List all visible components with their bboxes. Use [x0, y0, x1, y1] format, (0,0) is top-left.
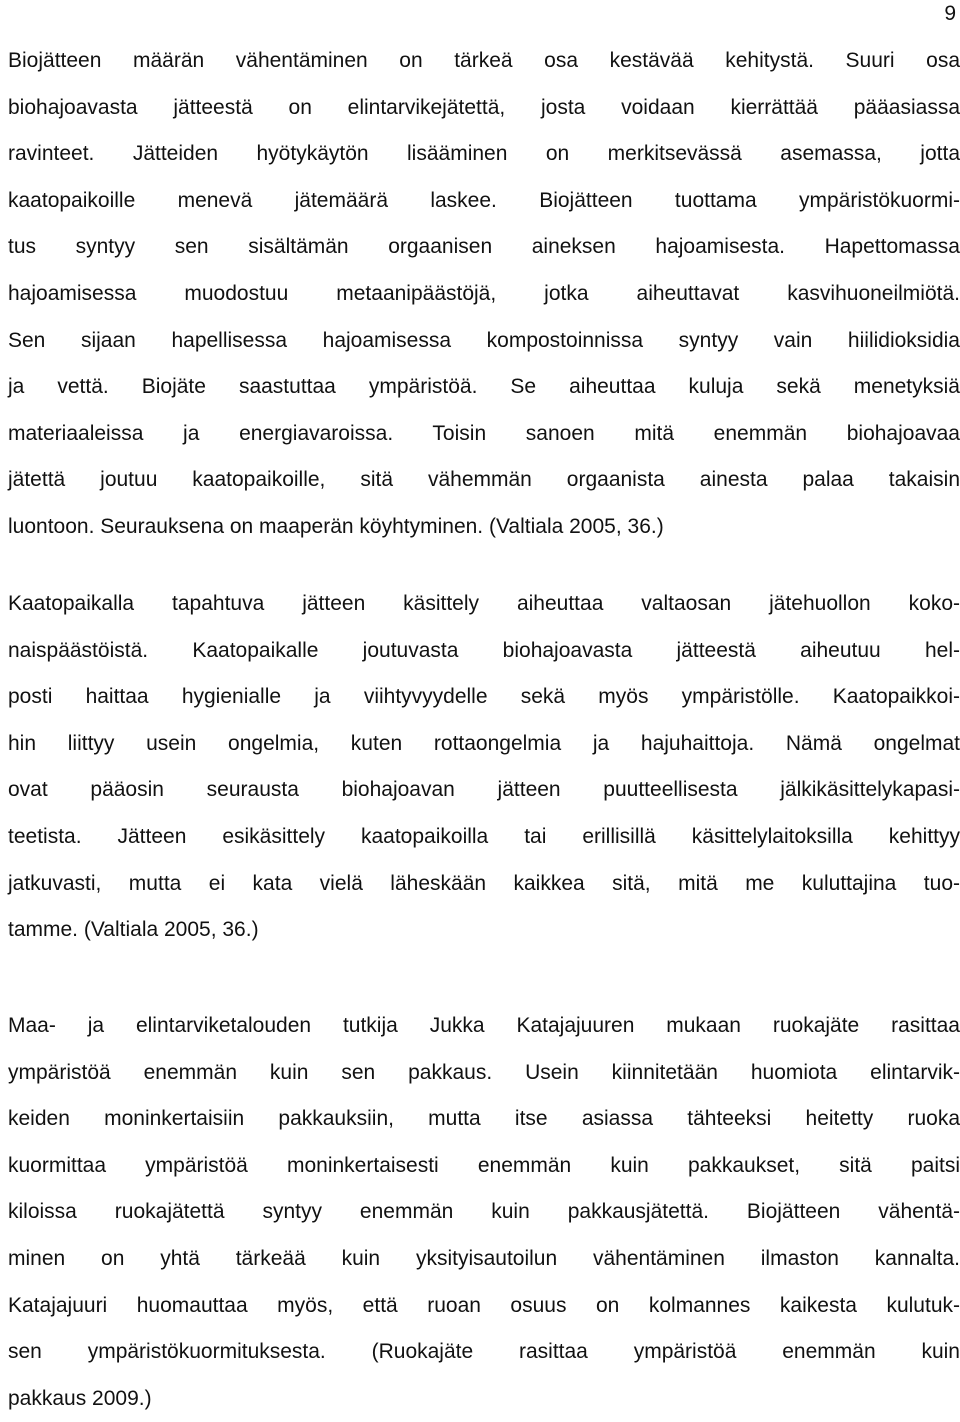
paragraph-line: sen ympäristökuormituksesta. (Ruokajäte rasittaa ympäristöä enemmän kuin [8, 1340, 960, 1364]
paragraph-line: tus syntyy sen sisältämän orgaanisen aineksen hajoamisesta. Hapettomassa [8, 235, 960, 259]
paragraph-line: Kaatopaikalla tapahtuva jätteen käsittely aiheuttaa valtaosan jätehuollon koko- [8, 592, 960, 615]
paragraph-line: ovat pääosin seurausta biohajoavan jätteen puutteellisesta jälkikäsittelykapasi- [8, 778, 960, 802]
paragraph-line: ja vettä. Biojäte saastuttaa ympäristöä. Se aiheuttaa kuluja sekä menetyksiä [8, 375, 960, 399]
paragraph-line: biohajoavasta jätteestä on elintarvikejätettä, josta voidaan kierrättää pääasiassa [8, 95, 960, 119]
paragraph-line: jätettä joutuu kaatopaikoille, sitä vähemmän orgaanista ainesta palaa takaisin [8, 468, 960, 492]
paragraph-food-waste-vs-packaging [8, 1003, 960, 1422]
paragraph-line: Sen sijaan hapellisessa hajoamisessa kompostoinnissa syntyy vain hiilidioksidia [8, 328, 960, 352]
paragraph-line: posti haittaa hygienialle ja viihtyvyydelle sekä myös ympäristölle. Kaatopaikkoi- [8, 685, 960, 709]
paragraph-line: kuormittaa ympäristöä moninkertaisesti enemmän kuin pakkaukset, sitä paitsi [8, 1153, 960, 1177]
paragraph-line: luontoon. Seurauksena on maaperän köyhtyminen. (Valtiala 2005, 36.) [8, 514, 664, 538]
paragraph-line: jatkuvasti, mutta ei kata vielä läheskään kaikkea sitä, mitä me kuluttajina tuo- [8, 871, 960, 895]
paragraph-line: naispäästöistä. Kaatopaikalle joutuvasta biohajoavasta jätteestä aiheutuu hel- [8, 638, 960, 662]
paragraph-line: teetista. Jätteen esikäsittely kaatopaikoilla tai erillisillä käsittelylaitoksilla kehittyy [8, 824, 960, 848]
paragraph-line: kaatopaikoille menevä jätemäärä laskee. Biojätteen tuottama ympäristökuormi- [8, 188, 960, 212]
paragraph-line: materiaaleissa ja energiavaroissa. Toisin sanoen mitä enemmän biohajoavaa [8, 421, 960, 445]
paragraph-line: ravinteet. Jätteiden hyötykäytön lisääminen on merkitsevässä asemassa, jotta [8, 142, 960, 166]
paragraph-line: tamme. (Valtiala 2005, 36.) [8, 918, 259, 942]
paragraph-line: pakkaus 2009.) [8, 1386, 152, 1410]
paragraph-line: ympäristöä enemmän kuin sen pakkaus. Usein kiinnitetään huomiota elintarvik- [8, 1060, 960, 1084]
paragraph-line: Katajajuuri huomauttaa myös, että ruoan osuus on kolmannes kaikesta kulutuk- [8, 1293, 960, 1317]
page-number: 9 [944, 2, 956, 25]
paragraph-line: keiden moninkertaisiin pakkauksiin, mutta itse asiassa tähteeksi heitetty ruoka [8, 1107, 960, 1131]
paragraph-line: hin liittyy usein ongelmia, kuten rottaongelmia ja hajuhaittoja. Nämä ongelmat [8, 731, 960, 755]
paragraph-biowaste-reduction [8, 38, 960, 551]
paragraph-line: kiloissa ruokajätettä syntyy enemmän kuin pakkausjätettä. Biojätteen vähentä- [8, 1200, 960, 1224]
paragraph-landfill-handling [8, 581, 960, 954]
paragraph-line: hajoamisessa muodostuu metaanipäästöjä, jotka aiheuttavat kasvihuoneilmiötä. [8, 281, 960, 305]
paragraph-line: minen on yhtä tärkeää kuin yksityisautoilun vähentäminen ilmaston kannalta. [8, 1246, 960, 1270]
paragraph-line: Maa- ja elintarviketalouden tutkija Jukka Katajajuuren mukaan ruokajäte rasittaa [8, 1014, 960, 1037]
paragraph-line: Biojätteen määrän vähentäminen on tärkeä osa kestävää kehitystä. Suuri osa [8, 49, 960, 72]
